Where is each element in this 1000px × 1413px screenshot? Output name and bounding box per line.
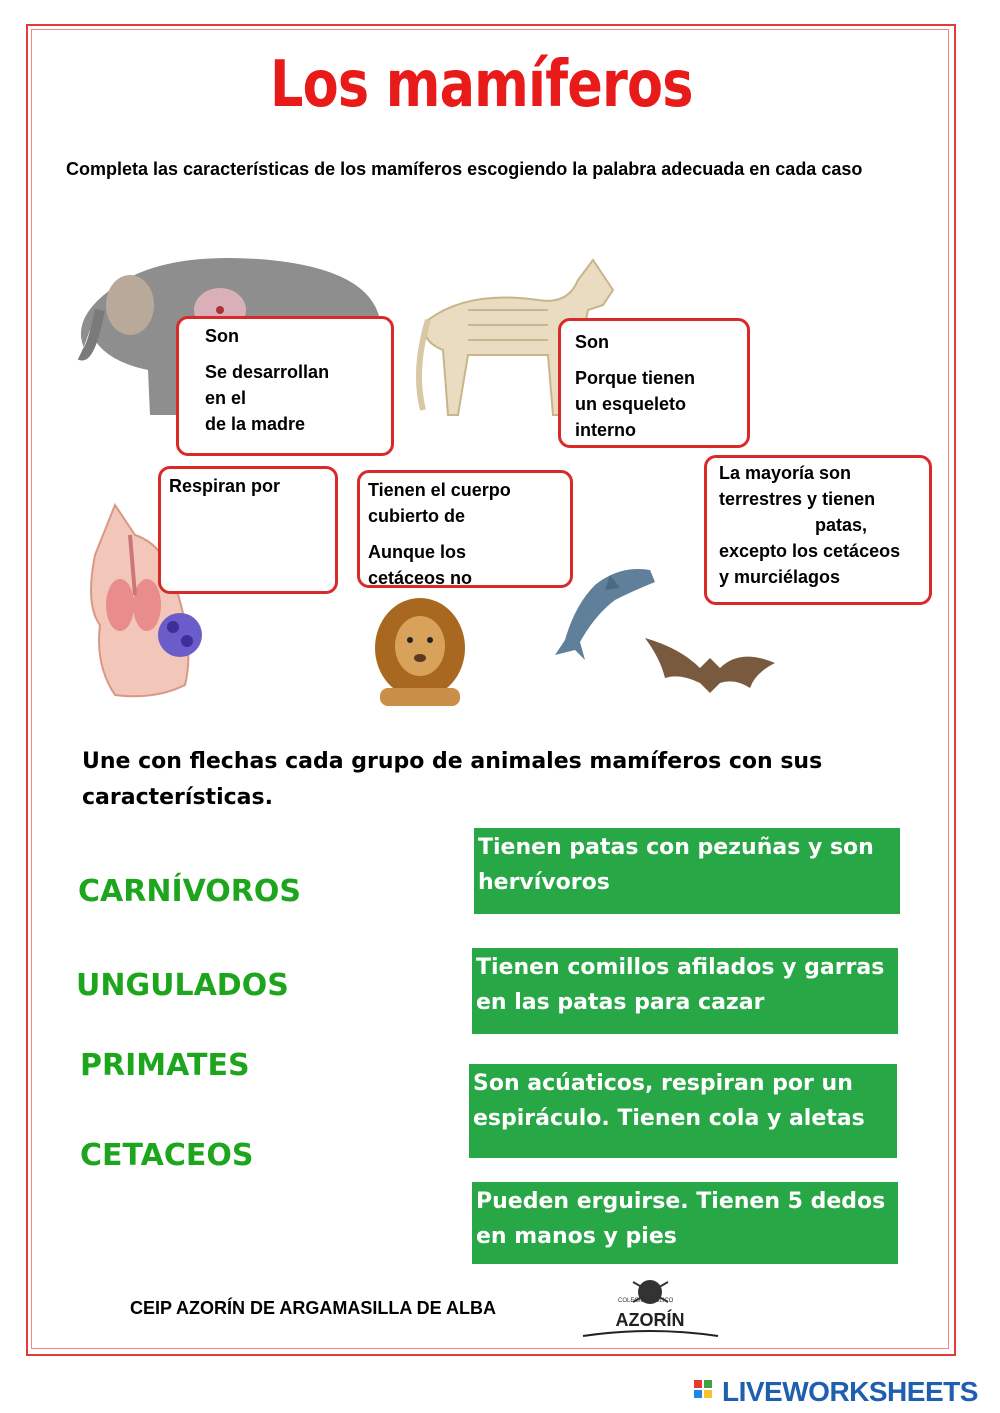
instruction-text: Completa las características de los mamíferos escogiendo la palabra adecuada en cada caso — [66, 159, 863, 179]
box-breathing — [158, 466, 338, 594]
characteristic-box-2[interactable] — [472, 948, 898, 1034]
characteristic-1-line1: Tienen patas con pezuñas y son — [478, 835, 874, 860]
box-legs-line4: excepto los cetáceos — [719, 541, 901, 561]
logo-text: AZORÍN — [615, 1310, 685, 1330]
box-elephant-line3: en el — [205, 388, 247, 408]
box-legs — [704, 455, 932, 605]
box-legs-line2: terrestres y tienen — [719, 489, 876, 509]
box-legs-line5: y murciélagos — [719, 567, 841, 587]
box-body-cover — [357, 470, 573, 588]
box-breathing-line1: Respiran por — [169, 476, 281, 496]
liveworksheets-logo-icon — [694, 1380, 722, 1406]
group-primates[interactable]: PRIMATES — [80, 1048, 250, 1083]
box-body-line4: cetáceos no — [368, 568, 473, 588]
box-horse-line1: Son — [575, 332, 609, 352]
box-legs-line3: patas, — [815, 515, 868, 535]
group-carnivoros[interactable]: CARNÍVOROS — [78, 874, 302, 909]
liveworksheets-watermark: LIVEWORKSHEETS — [722, 1376, 978, 1407]
bat-image — [640, 628, 780, 698]
group-cetaceos[interactable]: CETACEOS — [80, 1138, 254, 1173]
box-elephant-line4: de la madre — [205, 414, 306, 434]
characteristic-2-line2: en las patas para cazar — [476, 990, 765, 1015]
matching-instruction — [82, 744, 882, 816]
matching-instruction-line2: características. — [82, 785, 273, 810]
lion-image — [365, 588, 475, 708]
characteristic-box-1[interactable] — [474, 828, 900, 914]
box-elephant — [176, 316, 394, 456]
school-logo — [578, 1274, 723, 1344]
characteristic-3-line2: espiráculo. Tienen cola y aletas — [473, 1106, 865, 1131]
characteristic-box-3[interactable] — [469, 1064, 897, 1158]
characteristic-1-line2: hervívoros — [478, 870, 610, 895]
box-body-line1: Tienen el cuerpo — [368, 480, 511, 500]
box-body-line2: cubierto de — [368, 506, 466, 526]
box-horse-line3: un esqueleto — [575, 394, 687, 414]
box-elephant-line2: Se desarrollan — [205, 362, 330, 382]
characteristic-4-line1: Pueden erguirse. Tienen 5 dedos — [476, 1189, 886, 1214]
box-horse-line2: Porque tienen — [575, 368, 696, 388]
box-legs-line1: La mayoría son — [719, 463, 852, 483]
box-body-line3: Aunque los — [368, 542, 466, 562]
matching-instruction-line1: Une con flechas cada grupo de animales mamíferos con sus — [82, 749, 823, 774]
group-ungulados[interactable]: UNGULADOS — [76, 968, 289, 1003]
characteristic-2-line1: Tienen comillos afilados y garras — [476, 955, 885, 980]
characteristic-box-4[interactable] — [472, 1182, 898, 1264]
box-elephant-line1: Son — [205, 326, 239, 346]
box-horse — [558, 318, 750, 448]
logo-small-text: COLEGIO PÚBLICO — [618, 1298, 674, 1304]
box-horse-line4: interno — [575, 420, 636, 440]
characteristic-4-line2: en manos y pies — [476, 1224, 677, 1249]
page-title: Los mamíferos — [270, 48, 693, 122]
school-name: CEIP AZORÍN DE ARGAMASILLA DE ALBA — [130, 1298, 497, 1318]
characteristic-3-line1: Son acúaticos, respiran por un — [473, 1071, 853, 1096]
